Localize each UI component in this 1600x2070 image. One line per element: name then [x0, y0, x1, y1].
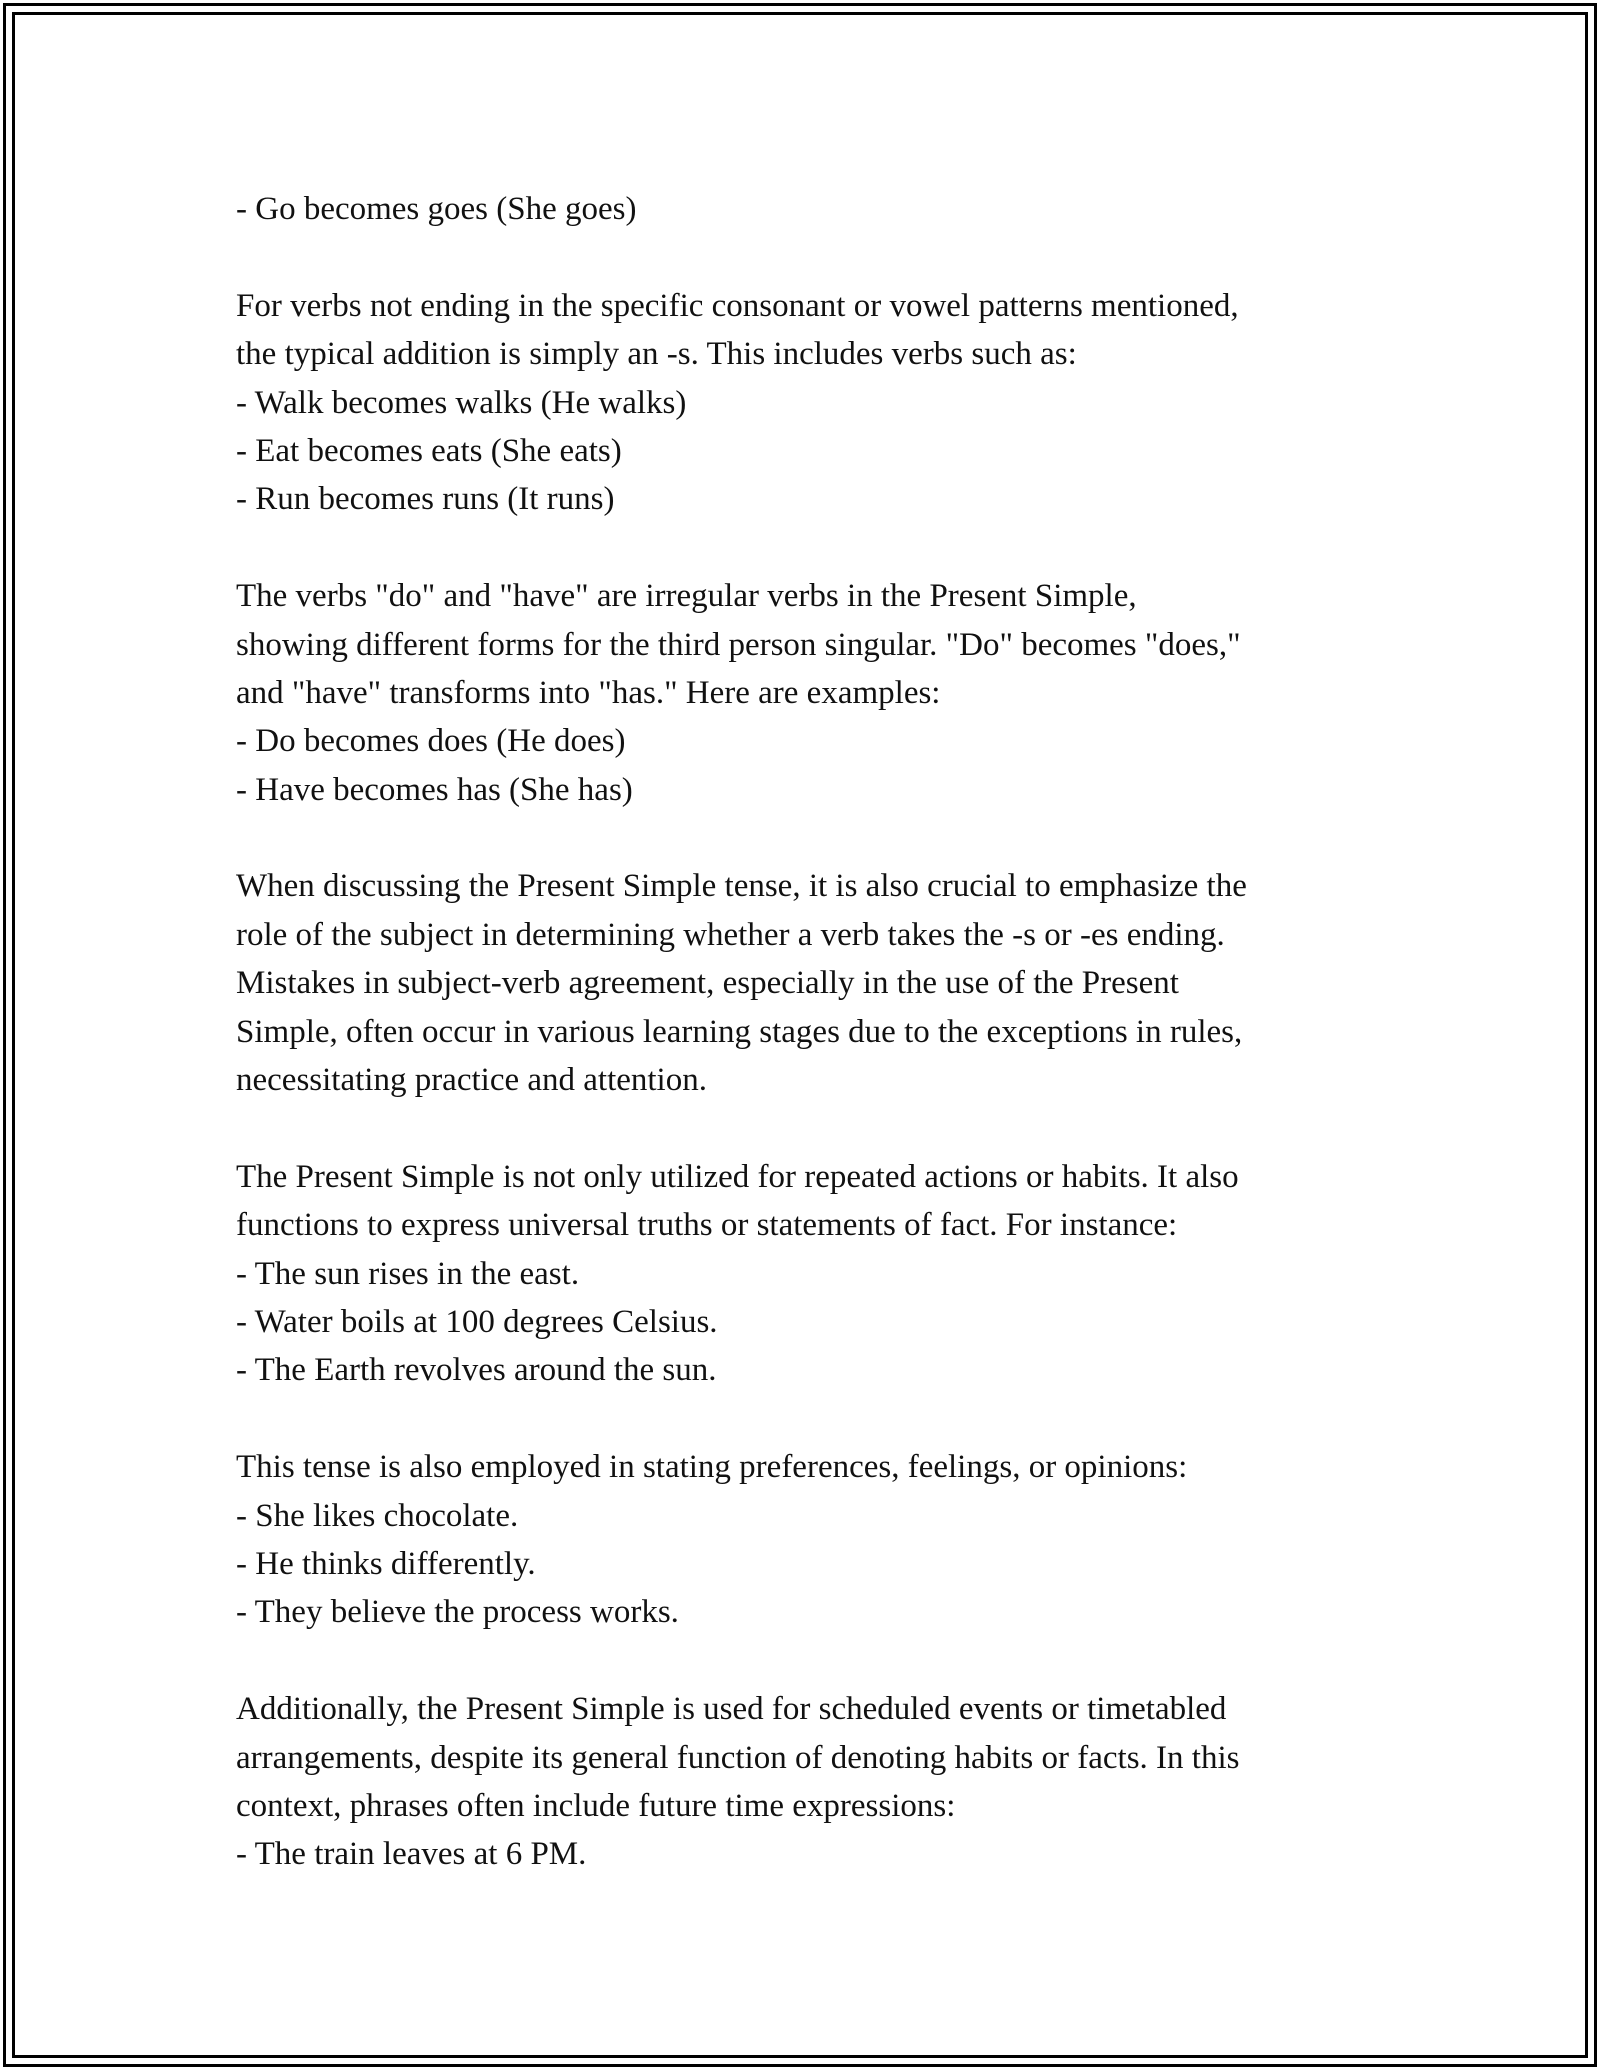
text-line: - The train leaves at 6 PM. — [236, 1836, 587, 1873]
text-line: - The Earth revolves around the sun. — [236, 1352, 717, 1389]
paragraph-preferences — [236, 1443, 1396, 1637]
text-line: showing different forms for the third person singular. "Do" becomes "does," — [236, 626, 1241, 663]
text-line: Mistakes in subject-verb agreement, especially in the use of the Present — [236, 965, 1179, 1002]
text-line: The verbs "do" and "have" are irregular verbs in the Present Simple, — [236, 578, 1137, 615]
text-line: - The sun rises in the east. — [236, 1255, 580, 1292]
document-body — [236, 185, 1396, 1927]
text-line: - Water boils at 100 degrees Celsius. — [236, 1303, 718, 1340]
paragraph-irregular-verbs — [236, 572, 1396, 814]
text-line: - Run becomes runs (It runs) — [236, 481, 615, 518]
text-line: Additionally, the Present Simple is used for scheduled events or timetabled — [236, 1691, 1227, 1728]
text-line: context, phrases often include future time expressions: — [236, 1787, 956, 1824]
text-line: The Present Simple is not only utilized for repeated actions or habits. It also — [236, 1158, 1239, 1195]
text-line: - Have becomes has (She has) — [236, 771, 633, 808]
text-line: - Do becomes does (He does) — [236, 723, 626, 760]
text-line: functions to express universal truths or statements of fact. For instance: — [236, 1207, 1178, 1244]
paragraph-go-example — [236, 185, 1396, 233]
text-line: - Go becomes goes (She goes) — [236, 191, 637, 227]
text-line: - She likes chocolate. — [236, 1497, 519, 1534]
text-line: - Eat becomes eats (She eats) — [236, 432, 622, 469]
text-line: arrangements, despite its general function of denoting habits or facts. In this — [236, 1739, 1240, 1776]
paragraph-s-ending — [236, 282, 1396, 524]
paragraph-scheduled-events — [236, 1685, 1396, 1879]
text-line: - He thinks differently. — [236, 1545, 536, 1582]
paragraph-universal-truths — [236, 1153, 1396, 1395]
text-line: - Walk becomes walks (He walks) — [236, 384, 687, 421]
text-line: role of the subject in determining whether a verb takes the -s or -es ending. — [236, 916, 1225, 953]
text-line: This tense is also employed in stating preferences, feelings, or opinions: — [236, 1449, 1188, 1486]
paragraph-subject-agreement — [236, 862, 1396, 1104]
text-line: For verbs not ending in the specific consonant or vowel patterns mentioned, — [236, 287, 1239, 324]
text-line: - They believe the process works. — [236, 1594, 679, 1631]
text-line: the typical addition is simply an -s. This includes verbs such as: — [236, 336, 1077, 373]
text-line: and "have" transforms into "has." Here are examples: — [236, 674, 941, 711]
text-line: necessitating practice and attention. — [236, 1062, 707, 1099]
text-line: Simple, often occur in various learning stages due to the exceptions in rules, — [236, 1013, 1243, 1050]
text-line: When discussing the Present Simple tense, it is also crucial to emphasize the — [236, 868, 1247, 905]
